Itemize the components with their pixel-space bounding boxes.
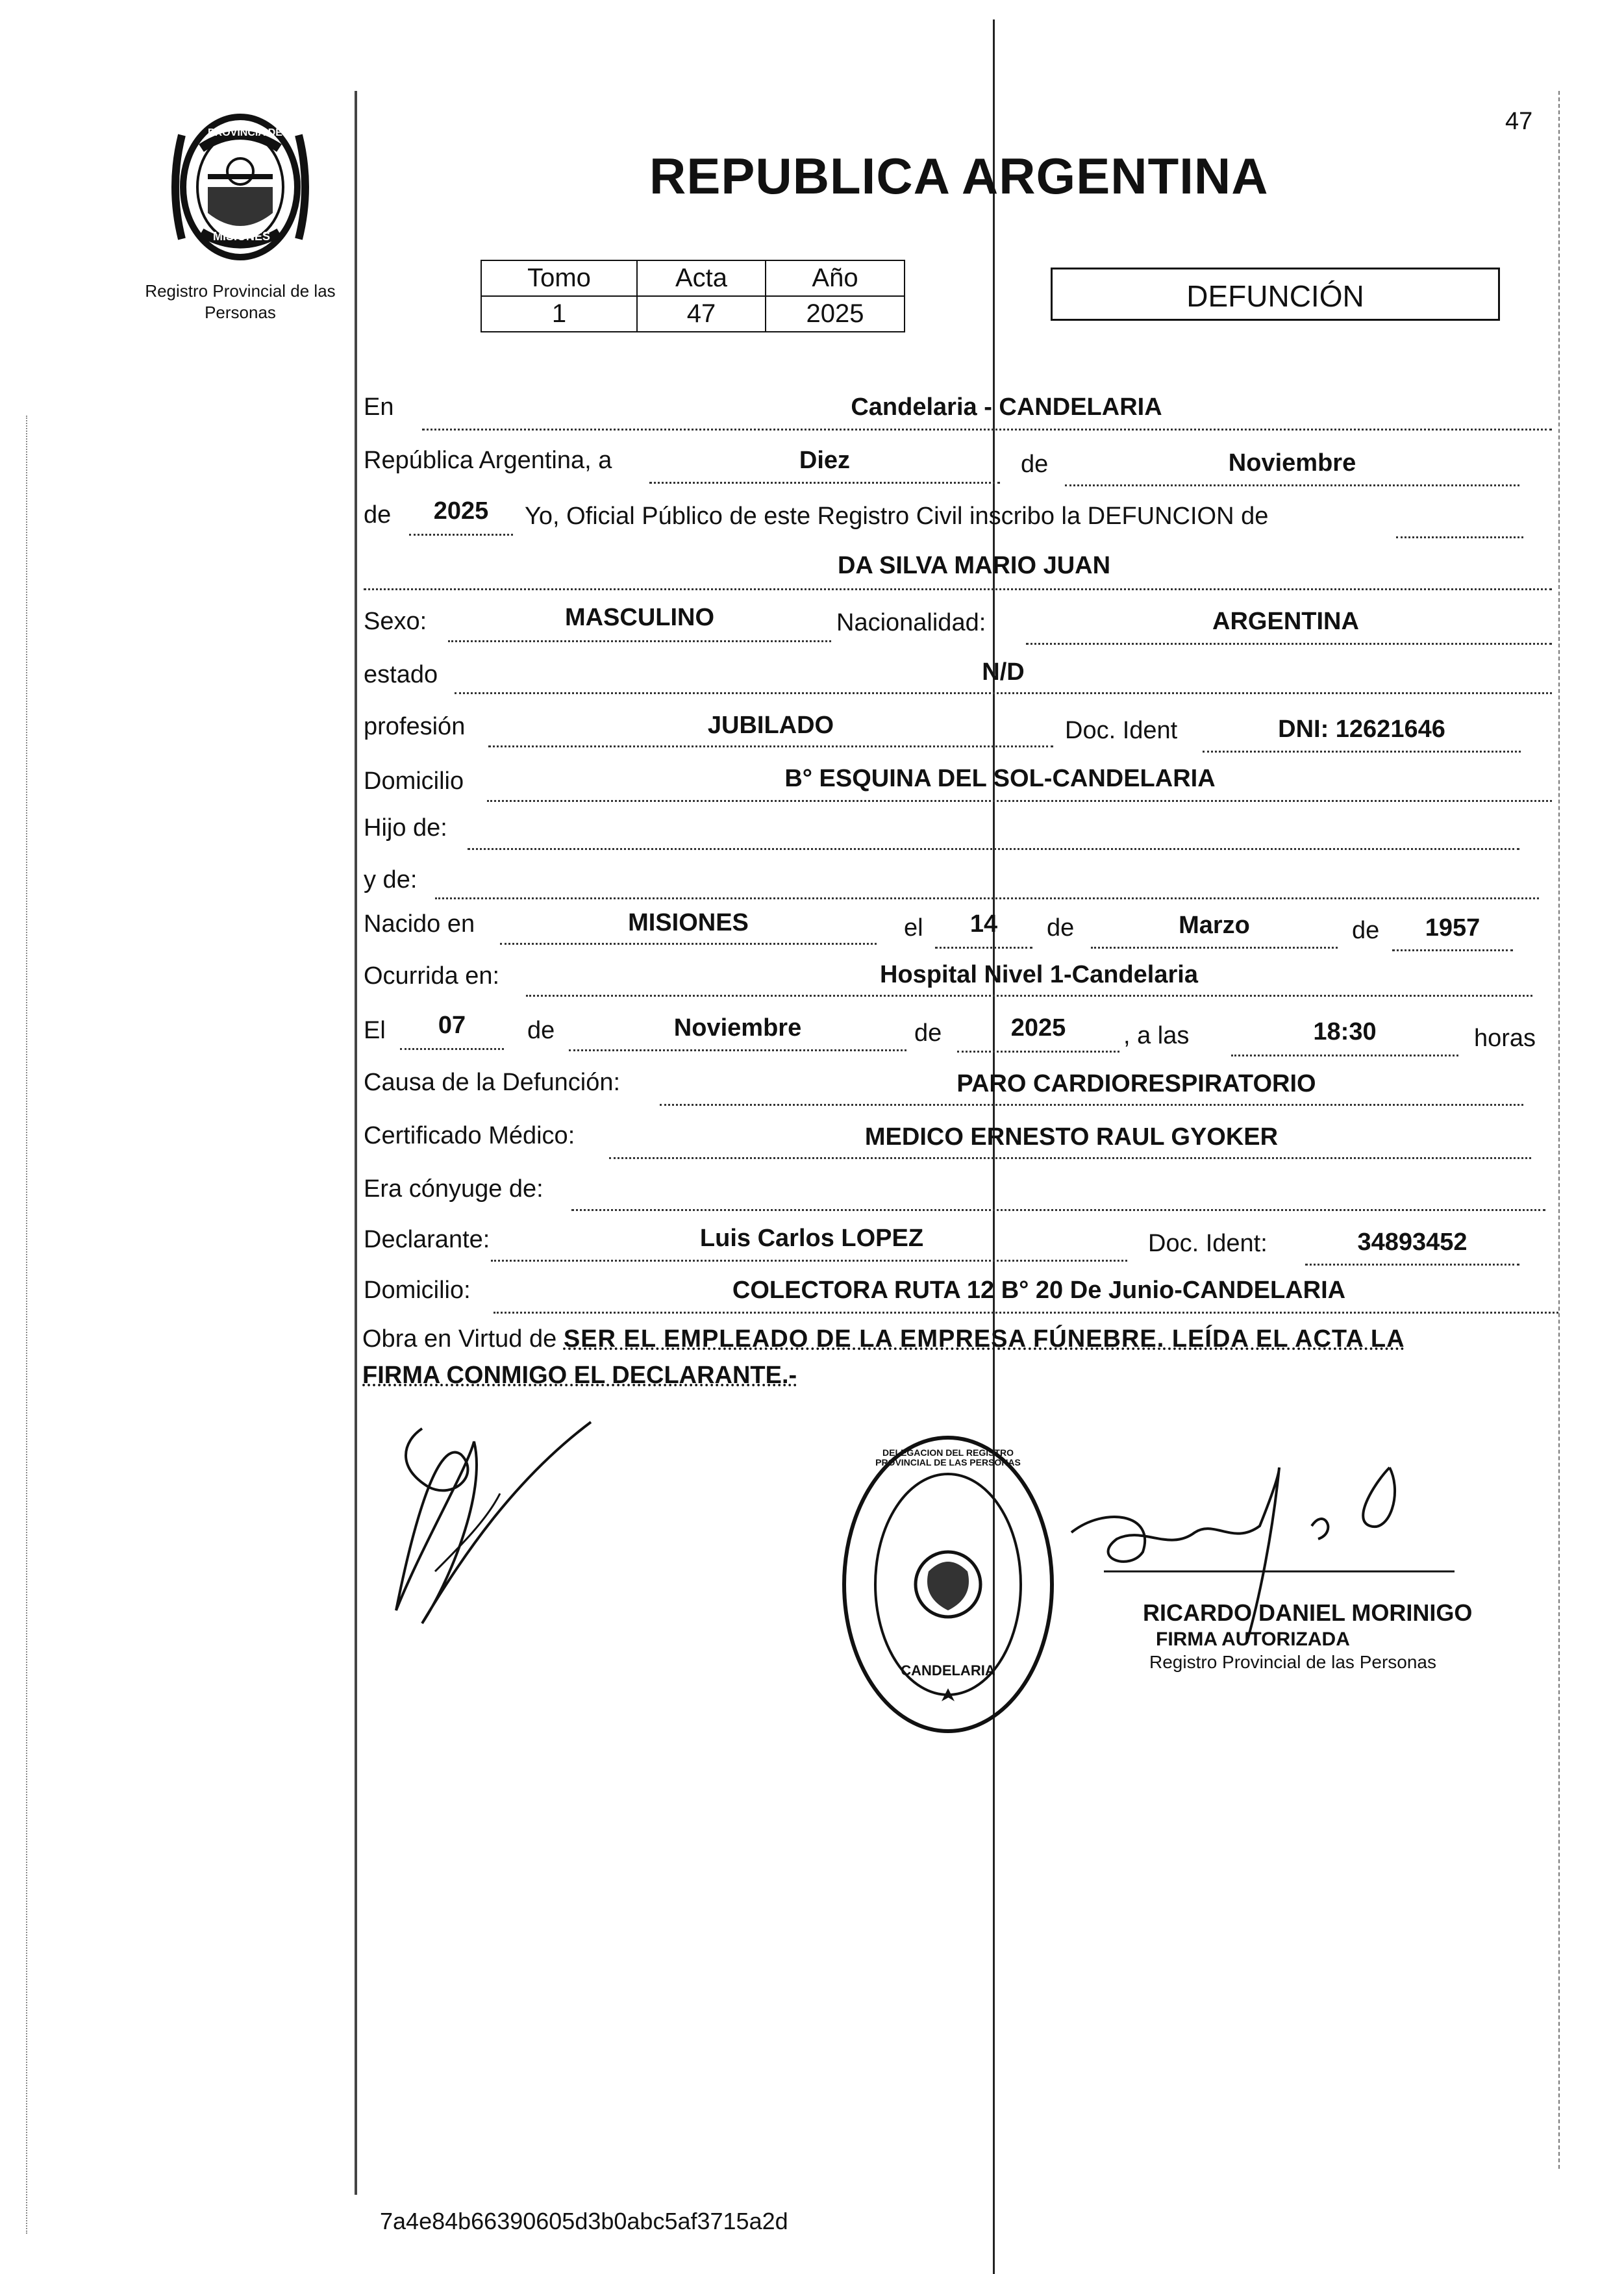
nacionalidad-label: Nacionalidad:: [836, 609, 986, 636]
emblem-text-top: PROVINCIA DE: [208, 127, 282, 138]
obra-block: [362, 1321, 1551, 1393]
document-type-box: DEFUNCIÓN: [1051, 268, 1500, 321]
page-number: 47: [1505, 108, 1533, 135]
ocurrida-label: Ocurrida en:: [364, 962, 500, 990]
nacido-month-dots: [1091, 947, 1338, 949]
nacido-year-dots: [1392, 949, 1513, 951]
conyuge-label: Era cónyuge de:: [364, 1175, 543, 1203]
fecha-def-a-las-label: , a las: [1123, 1022, 1190, 1049]
domicilio-decl-value: COLECTORA RUTA 12 B° 20 De Junio-CANDELARIA: [732, 1277, 1346, 1304]
obra-value-line1: SER EL EMPLEADO DE LA EMPRESA FÚNEBRE. LEÍDA EL ACTA LA: [563, 1325, 1405, 1353]
seal-text-top: DELEGACION DEL REGISTRO PROVINCIAL DE LAS PERSONAS: [875, 1447, 1021, 1468]
certificado-value: MEDICO ERNESTO RAUL GYOKER: [864, 1123, 1279, 1151]
anio-header: Año: [766, 260, 905, 296]
far-left-marks: [26, 416, 27, 2234]
domicilio-dots: [487, 800, 1552, 802]
nacido-month: Marzo: [1179, 912, 1250, 939]
domicilio-decl-label: Domicilio:: [364, 1277, 471, 1304]
emblem-text-bottom: MISIONES: [213, 230, 271, 243]
hijo-de-label: Hijo de:: [364, 814, 447, 842]
declarante-doc-value: 34893452: [1357, 1229, 1468, 1256]
en-label: En: [364, 394, 394, 421]
nombre-value: DA SILVA MARIO JUAN: [837, 552, 1111, 579]
doc-ident-label: Doc. Ident: [1065, 717, 1178, 744]
register-table: [481, 260, 905, 332]
official-title: FIRMA AUTORIZADA: [1156, 1629, 1350, 1650]
nacido-de1-label: de: [1047, 914, 1075, 942]
hijo-de-dots: [468, 848, 1519, 850]
nacido-place-dots: [500, 943, 877, 945]
seal-text-bottom: CANDELARIA: [901, 1662, 995, 1679]
footer-hash: 7a4e84b66390605d3b0abc5af3715a2d: [380, 2208, 788, 2234]
declarante-label: Declarante:: [364, 1226, 490, 1253]
anio-text: Yo, Oficial Público de este Registro Civil inscribo la DEFUNCION de: [525, 503, 1269, 530]
anio-tail-dots: [1396, 536, 1523, 538]
fecha-def-day-dots: [400, 1048, 504, 1050]
registry-label: Registro Provincial de las Personas: [145, 281, 336, 322]
fecha-def-year: 2025: [1010, 1014, 1066, 1042]
nacido-de2-label: de: [1352, 917, 1380, 944]
nombre-dots: [364, 588, 1552, 590]
certificado-dots: [609, 1157, 1531, 1159]
fecha-def-de2-label: de: [914, 1019, 942, 1047]
obra-value-line2: FIRMA CONMIGO EL DECLARANTE.-: [362, 1362, 797, 1389]
domicilio-label: Domicilio: [364, 768, 464, 795]
fecha-def-day: 07: [438, 1012, 466, 1039]
official-seal: [838, 1429, 1058, 1740]
nacionalidad-value: ARGENTINA: [1212, 608, 1359, 635]
certificado-label: Certificado Médico:: [364, 1122, 575, 1149]
profesion-dots: [488, 745, 1053, 747]
misiones-emblem: [156, 109, 325, 265]
declarante-dots: [491, 1260, 1127, 1262]
y-de-dots: [435, 897, 1539, 899]
estado-value: N/D: [982, 658, 1025, 686]
causa-value: PARO CARDIORESPIRATORIO: [956, 1070, 1316, 1097]
official-name: RICARDO DANIEL MORINIGO: [1143, 1599, 1473, 1626]
sexo-label: Sexo:: [364, 608, 427, 635]
anio-value: 2025: [766, 296, 905, 332]
fecha-label: República Argentina, a: [364, 447, 612, 474]
fecha-de-label: de: [1021, 451, 1049, 478]
en-dots: [422, 429, 1552, 431]
official-org: Registro Provincial de las Personas: [1149, 1652, 1436, 1672]
declarante-doc-dots: [1305, 1264, 1519, 1266]
y-de-label: y de:: [364, 866, 418, 893]
acta-header: Acta: [637, 260, 766, 296]
nacionalidad-dots: [1026, 643, 1552, 645]
fecha-def-el-label: El: [364, 1017, 386, 1044]
tomo-header: Tomo: [481, 260, 637, 296]
nacido-label: Nacido en: [364, 910, 475, 938]
anio-dots: [409, 534, 513, 536]
doc-ident-value: DNI: 12621646: [1278, 716, 1445, 743]
fecha-def-month: Noviembre: [673, 1014, 802, 1042]
fecha-day: Diez: [799, 447, 851, 474]
profesion-value: JUBILADO: [707, 712, 834, 739]
anio-value: 2025: [433, 497, 489, 525]
ocurrida-dots: [526, 995, 1532, 997]
nacido-day-dots: [935, 947, 1032, 949]
fecha-month-dots: [1065, 484, 1519, 486]
en-value: Candelaria - CANDELARIA: [851, 394, 1162, 421]
sexo-dots: [448, 640, 831, 642]
obra-label: Obra en Virtud de: [362, 1325, 557, 1353]
nacido-day: 14: [969, 910, 998, 938]
causa-label: Causa de la Defunción:: [364, 1069, 621, 1096]
fecha-day-dots: [649, 482, 1000, 484]
anio-label: de: [364, 501, 392, 529]
left-margin-line: [355, 91, 357, 2195]
acta-value: 47: [637, 296, 766, 332]
fecha-def-horas-label: horas: [1474, 1025, 1536, 1052]
tomo-value: 1: [481, 296, 637, 332]
doc-ident-dots: [1203, 751, 1521, 753]
declarant-signature: [383, 1416, 604, 1649]
ocurrida-value: Hospital Nivel 1-Candelaria: [880, 961, 1198, 988]
page-title: REPUBLICA ARGENTINA: [649, 147, 1269, 205]
fecha-def-month-dots: [569, 1049, 906, 1051]
fecha-def-year-dots: [957, 1051, 1119, 1053]
domicilio-decl-dots: [493, 1312, 1558, 1314]
nacido-year: 1957: [1425, 914, 1480, 942]
profesion-label: profesión: [364, 713, 466, 740]
domicilio-value: B° ESQUINA DEL SOL-CANDELARIA: [784, 765, 1216, 792]
fecha-def-de1-label: de: [527, 1017, 555, 1044]
estado-dots: [455, 692, 1552, 694]
declarante-doc-label: Doc. Ident:: [1148, 1230, 1268, 1257]
fecha-def-time: 18:30: [1313, 1018, 1377, 1045]
estado-label: estado: [364, 661, 438, 688]
nacido-place: MISIONES: [628, 909, 749, 936]
nacido-el-label: el: [904, 914, 923, 942]
sexo-value: MASCULINO: [564, 604, 715, 631]
declarante-value: Luis Carlos LOPEZ: [699, 1225, 924, 1252]
conyuge-dots: [571, 1209, 1545, 1211]
fecha-month: Noviembre: [1228, 449, 1356, 477]
fecha-def-time-dots: [1231, 1055, 1458, 1056]
causa-dots: [660, 1104, 1523, 1106]
right-edge-line: [1558, 91, 1560, 2169]
